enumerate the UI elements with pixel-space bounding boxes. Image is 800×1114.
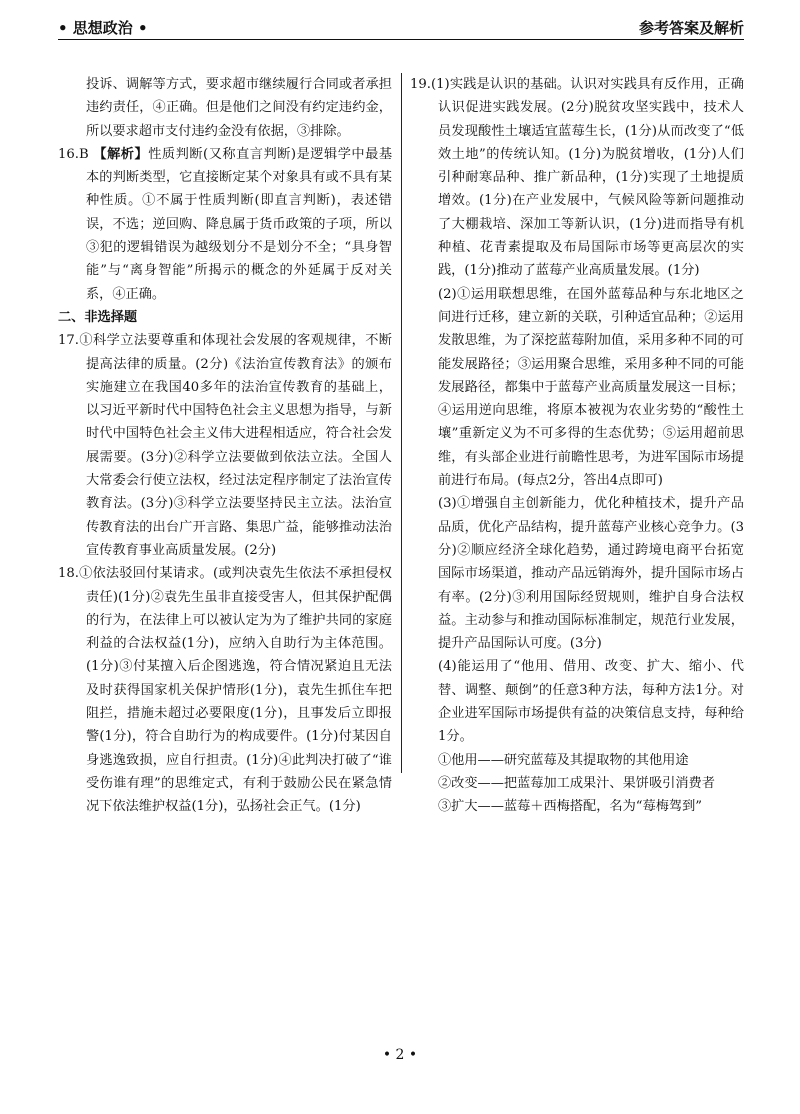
example-item-3: ③扩大——蓝莓＋西梅搭配，名为“莓梅驾到” [438,799,703,815]
q16-text: 性质判断(又称直言判断)是逻辑学中最基本的判断类型，它直接断定某个对象具有或不具有某种性质。①不属于性质判断(即直言判断)，表述错误，不选；逆回购、降息属于货币政策的子项，所以③犯的逻辑错误为越级划分不是划分不全；“具身智能”与“离身智能”所揭示的概念的外延属于反对关系，④正确。 [86,146,393,302]
answer-19-part3: (3)①增强自主创新能力，优化种植技术，提升产品品质，优化产品结构，提升蓝莓产业核心竞争力。(3分)②顺应经济全球化趋势，通过跨境电商平台拓宽国际市场渠道，推动产品远销海外，提升国际市场占有率。(2分)③利用国际经贸规则，维护自身合法权益。主动参与和推动国际标准制定，规范行业发展，提升产品国际认可度。(3分) [438,496,744,652]
header-rule [58,39,744,40]
q15-continuation: 投诉、调解等方式，要求超市继续履行合同或者承担违约责任，④正确。但是他们之间没有约定违约金，所以要求超市支付违约金没有依据，③排除。 [86,77,392,139]
q16-number: 16.B [58,146,89,162]
answer-16 [58,143,392,306]
page-number: • 2 • [382,1047,418,1063]
q16-analysis-tag: 【解析】 [93,146,149,162]
column-divider [401,73,402,773]
answer-19-part1: 19.(1)实践是认识的基础。认识对实践具有反作用，正确认识促进实践发展。(2分)脱贫攻坚实践中，技术人员发现酸性土壤适宜蓝莓生长，(1分)从而改变了“低效土地”的传统认知。(1分)为脱贫增收，(1分)人们引种耐寒品种、推广新品种，(1分)实现了土地提质增效。(1分)在产业发展中，气候风险等新问题推动了大棚栽培、深加工等新认识，(1分)进而指导有机种植、花青素提取及布局国际市场等更高层次的实践，(1分)推动了蓝莓产业高质量发展。(1分) [410,77,744,279]
page-header [58,14,744,40]
example-item-2: ②改变——把蓝莓加工成果汁、果饼吸引消费者 [438,775,715,791]
header-subject: • 思想政治 • [58,19,148,37]
header-title: 参考答案及解析 [638,19,744,37]
answer-17: 17.①科学立法要尊重和体现社会发展的客观规律，不断提高法律的质量。(2分)《法治宣传教育法》的颁布实施建立在我国40多年的法治宣传教育的基础上，以习近平新时代中国特色社会主义思想为指导，与新时代中国特色社会主义伟大进程相适应，符合社会发展需要。(3分)②科学立法要做到依法立法。全国人大常委会行使立法权，经过法定程序制定了法治宣传教育法。(3分)③科学立法要坚持民主立法。法治宣传教育法的出台广开言路、集思广益，能够推动法治宣传教育事业高质量发展。(2分) [58,333,392,558]
right-column [410,73,744,819]
answer-19-part4: (4)能运用了“他用、借用、改变、扩大、缩小、代替、调整、颠倒”的任意3种方法，每种方法1分。对企业进军国际市场提供有益的决策信息支持，每种给1分。 [438,659,744,745]
section-heading: 二、非选择题 [58,309,138,325]
example-item-1: ①他用——研究蓝莓及其提取物的其他用途 [438,752,689,768]
answer-19-part2: (2)①运用联想思维，在国外蓝莓品种与东北地区之间进行迁移，建立新的关联，引种适宜品种；②运用发散思维，为了深挖蓝莓附加值，采用多种不同的可能发展路径；③运用聚合思维，采用多种不同的可能发展路径，都集中于蓝莓产业高质量发展这一目标；④运用逆向思维，将原本被视为农业劣势的“酸性土壤”重新定义为不可多得的生态优势；⑤运用超前思维，有头部企业进行前瞻性思考，为进军国际市场提前进行布局。(每点2分，答出4点即可) [438,286,744,489]
left-column [58,73,392,819]
answer-18: 18.①依法驳回付某请求。(或判决袁先生依法不承担侵权责任)(1分)②袁先生虽非直接受害人，但其保护配偶的行为，在法律上可以被认定为为了维护共同的家庭利益的合法权益(1分)，应纳入自助行为主体范围。(1分)③付某擅入后企图逃逸，符合情况紧迫且无法及时获得国家机关保护情形(1分)，袁先生抓住车把阻拦，措施未超过必要限度(1分)，且事发后立即报警(1分)，符合自助行为的构成要件。(1分)付某因自身逃逸致损，应自行担责。(1分)④此判决打破了“谁受伤谁有理”的思维定式，有利于鼓励公民在紧急情况下依法维护权益(1分)，弘扬社会正气。(1分) [58,566,392,815]
